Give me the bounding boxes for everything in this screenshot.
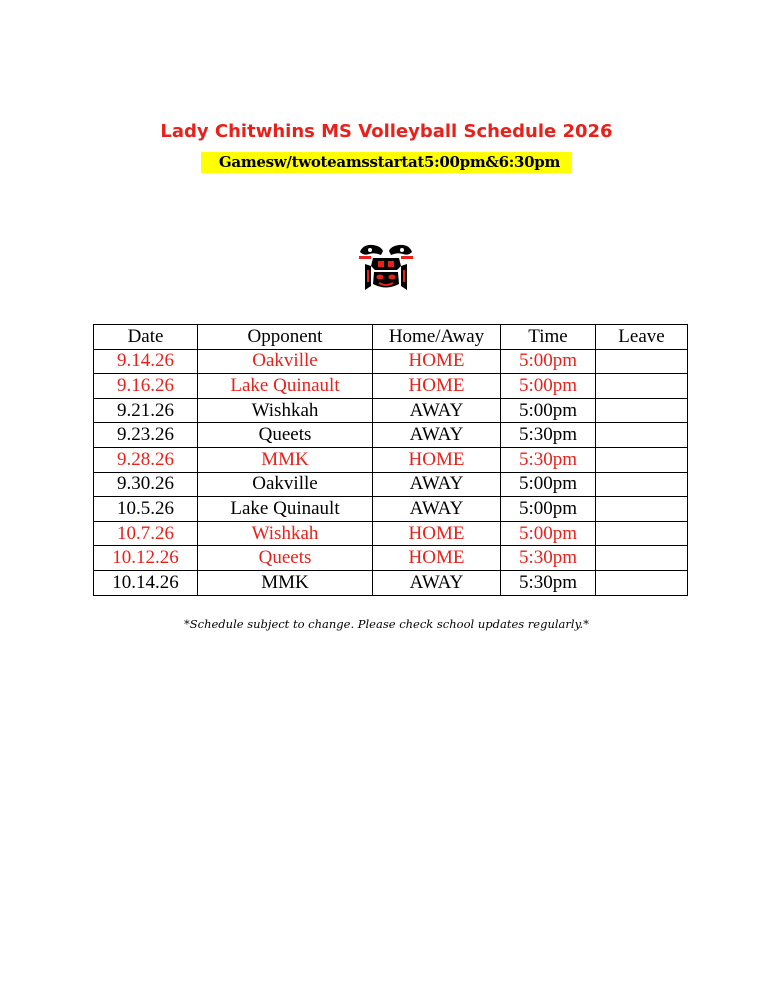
location-cell: AWAY	[373, 570, 501, 595]
header-date: Date	[94, 325, 198, 350]
header-leave: Leave	[596, 325, 688, 350]
time-cell: 5:00pm	[501, 349, 596, 374]
time-cell: 5:30pm	[501, 546, 596, 571]
leave-cell	[596, 497, 688, 522]
opponent-cell: Wishkah	[198, 521, 373, 546]
table-row	[94, 423, 688, 448]
native-formline-crest-icon	[357, 242, 415, 294]
location-cell: AWAY	[373, 398, 501, 423]
leave-cell	[596, 423, 688, 448]
location-cell: HOME	[373, 447, 501, 472]
date-cell: 9.30.26	[94, 472, 198, 497]
schedule-note: *Schedule subject to change. Please check school updates regularly.*	[184, 617, 589, 631]
header-home-away: Home/Away	[373, 325, 501, 350]
opponent-cell: MMK	[198, 447, 373, 472]
leave-cell	[596, 570, 688, 595]
opponent-cell: Lake Quinault	[198, 374, 373, 399]
header-time: Time	[501, 325, 596, 350]
time-cell: 5:30pm	[501, 447, 596, 472]
table-row	[94, 398, 688, 423]
time-cell: 5:00pm	[501, 374, 596, 399]
table-row	[94, 472, 688, 497]
opponent-cell: Queets	[198, 546, 373, 571]
date-cell: 10.7.26	[94, 521, 198, 546]
location-cell: HOME	[373, 546, 501, 571]
date-cell: 9.23.26	[94, 423, 198, 448]
table-row	[94, 447, 688, 472]
highlighted-subtitle: Gamesw/twoteamsstartat5:00pm&6:30pm	[201, 152, 572, 173]
opponent-cell: Lake Quinault	[198, 497, 373, 522]
table-row	[94, 570, 688, 595]
date-cell: 9.21.26	[94, 398, 198, 423]
opponent-cell: MMK	[198, 570, 373, 595]
date-cell: 10.5.26	[94, 497, 198, 522]
time-cell: 5:00pm	[501, 472, 596, 497]
leave-cell	[596, 521, 688, 546]
opponent-cell: Oakville	[198, 349, 373, 374]
opponent-cell: Wishkah	[198, 398, 373, 423]
leave-cell	[596, 447, 688, 472]
opponent-cell: Queets	[198, 423, 373, 448]
subtitle-container	[0, 152, 773, 173]
time-cell: 5:00pm	[501, 398, 596, 423]
leave-cell	[596, 472, 688, 497]
leave-cell	[596, 349, 688, 374]
opponent-cell: Oakville	[198, 472, 373, 497]
time-cell: 5:00pm	[501, 521, 596, 546]
table-header-row	[94, 325, 688, 350]
table-row	[94, 374, 688, 399]
leave-cell	[596, 374, 688, 399]
leave-cell	[596, 546, 688, 571]
location-cell: HOME	[373, 374, 501, 399]
time-cell: 5:00pm	[501, 497, 596, 522]
date-cell: 9.28.26	[94, 447, 198, 472]
time-cell: 5:30pm	[501, 423, 596, 448]
location-cell: AWAY	[373, 472, 501, 497]
date-cell: 10.12.26	[94, 546, 198, 571]
date-cell: 9.16.26	[94, 374, 198, 399]
date-cell: 9.14.26	[94, 349, 198, 374]
location-cell: HOME	[373, 349, 501, 374]
location-cell: HOME	[373, 521, 501, 546]
location-cell: AWAY	[373, 497, 501, 522]
time-cell: 5:30pm	[501, 570, 596, 595]
table-row	[94, 521, 688, 546]
location-cell: AWAY	[373, 423, 501, 448]
header-opponent: Opponent	[198, 325, 373, 350]
page-title: Lady Chitwhins MS Volleyball Schedule 2026	[160, 121, 613, 142]
table-row	[94, 349, 688, 374]
table-row	[94, 497, 688, 522]
schedule-table	[93, 324, 688, 596]
table-row	[94, 546, 688, 571]
leave-cell	[596, 398, 688, 423]
date-cell: 10.14.26	[94, 570, 198, 595]
